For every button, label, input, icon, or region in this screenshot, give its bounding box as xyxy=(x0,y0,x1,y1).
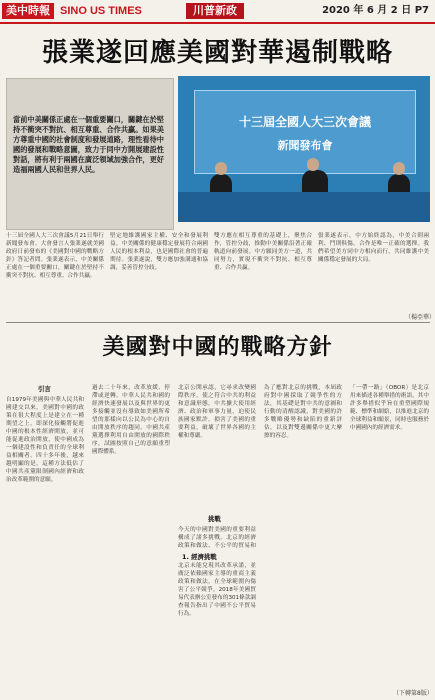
press-conference-photo xyxy=(178,76,430,222)
lede-box xyxy=(6,78,174,230)
story2-column-1: 自1979年美國與中華人民共和國建交以來，美國對中國的政策在很大程度上是建立在一種期望之上，即深化接觸將促進中國的根本性經濟開放，並可能促進政治開放，使中國成為一個建設性和負責任的全球利益相關者。四十多年後，越來越明顯的是，這種方法低估了中國共產黨限制國內經濟和政治改革範圍的意願。 xyxy=(6,397,84,483)
lede-text: 當前中美關係正處在一個重要關口，關鍵在於堅持不衝突不對抗、相互尊重、合作共贏。如果美方尊重中國的社會制度和發展道路，理性看待中國的發展和戰略意圖，致力于同中方開展建設性對話，將有利于兩國在廣泛領域加強合作，更好造福兩國人民和世界人民。 xyxy=(13,115,164,174)
newspaper-name-english: SINO US TIMES xyxy=(60,5,142,17)
challenge-heading: 挑戰 xyxy=(208,515,221,523)
press-table xyxy=(178,192,430,222)
newspaper-logo: 美中時報 xyxy=(2,3,54,19)
story-divider xyxy=(6,322,430,323)
story2-column-3b: 北京未能兌現其改革承諾，並廣泛依賴國家主導的重商主義政策和做法，在全球範圍內傷害了公平競爭。2018年美國貿易代表辦公室發布的301條款調查報告指出了中國不公平貿易行為。 xyxy=(178,563,256,617)
story1-column-2: 堅定地維護國家主權、安全和發展利益。中美關係的健康穩定發展符合兩國人民的根本利益，也是國際社會的普遍期待。張業遂說，雙方應加強溝通和協調，妥善管控分歧。 xyxy=(110,233,208,271)
continued-note: （下轉第8版） xyxy=(393,690,433,697)
challenge-intro: 今天的中國對美國的重要利益構成了諸多挑戰。北京的經濟政策和做法、不公平的貿易和 xyxy=(178,527,256,549)
section-tag: 川普新政 xyxy=(186,3,244,19)
story2-column-4: 為了應對北京的挑戰，本屆政府對中國採取了競爭性的方法，其基礎是對中共的意圖和行動的清醒認識，對美國的許多戰略優勢和缺陷的重新評估，以及對雙邊關係中更大摩擦的容忍。 xyxy=(264,385,342,439)
intro-heading: 引言 xyxy=(38,385,51,393)
story1-column-3: 雙方應在相互尊重的基礎上，聚焦合作，管控分歧，推動中美關係沿著正確軌道向前發展。中方願同美方一道，共同努力，實現不衝突不對抗、相互尊重、合作共贏。 xyxy=(214,233,312,271)
headline-us-strategy: 美國對中國的戰略方針 xyxy=(102,335,333,360)
backdrop-panel xyxy=(194,90,416,174)
masthead xyxy=(0,0,435,24)
masthead-rule xyxy=(0,22,435,24)
story1-column-1: 十三屆全國人大三次會議5月21日舉行新聞發布會。大會發言人張業遂就美國政府日前發布的《美國對中國的戰略方針》答記者問。張業遂表示，中美關係正處在一個重要關口，關鍵在於堅持不衝突不對抗、相互尊重、合作共贏。 xyxy=(6,233,104,279)
headline-zhang-yesui: 張業遂回應美國對華遏制戰略 xyxy=(41,38,393,68)
story2-column-5: 「一帶一路」（OBOR）是北京用來描述各種舉措的術語，其中許多舉措似乎旨在重塑國際規範、標準和網絡，以推進北京的全球利益和願景，同時也服務於中國國內的經濟需求。 xyxy=(350,385,429,431)
story2-column-3: 北京公開承認，它尋求改變國際秩序，使之符合中共的利益和意識形態。中共擴大使用經濟、政治和軍事力量，迫使民族國家默許，損害了美國的重要利益，破壞了世界各國的主權和尊嚴。 xyxy=(178,385,256,439)
backdrop-subtitle: 新聞發布會 xyxy=(277,139,333,152)
story1-column-4: 張業遂表示，中方始終認為，中美合則兩利、鬥則俱傷。合作是唯一正確的選擇。我們希望美方同中方相向而行，共同維護中美關係穩定發展的大局。 xyxy=(318,233,429,263)
economic-challenge-subheading: 1. 經濟挑戰 xyxy=(182,553,217,561)
story1-credit: （楊亞華） xyxy=(405,314,435,321)
issue-date-page: 2020 年 6 月 2 日 P7 xyxy=(322,5,429,16)
story2-column-2: 過去二十年來，改革放緩、停滯或逆轉。中華人民共和國的經濟快速發展以及與世界的更多接觸並沒有導致如美國所希望的那樣向以公民為中心的自由開放秩序的趨同。中國共產黨選擇利用自由開放的國際秩序，試圖按照自己的意願重塑國際體系。 xyxy=(92,385,170,455)
backdrop-title: 十三屆全國人大三次會議 xyxy=(238,115,371,129)
